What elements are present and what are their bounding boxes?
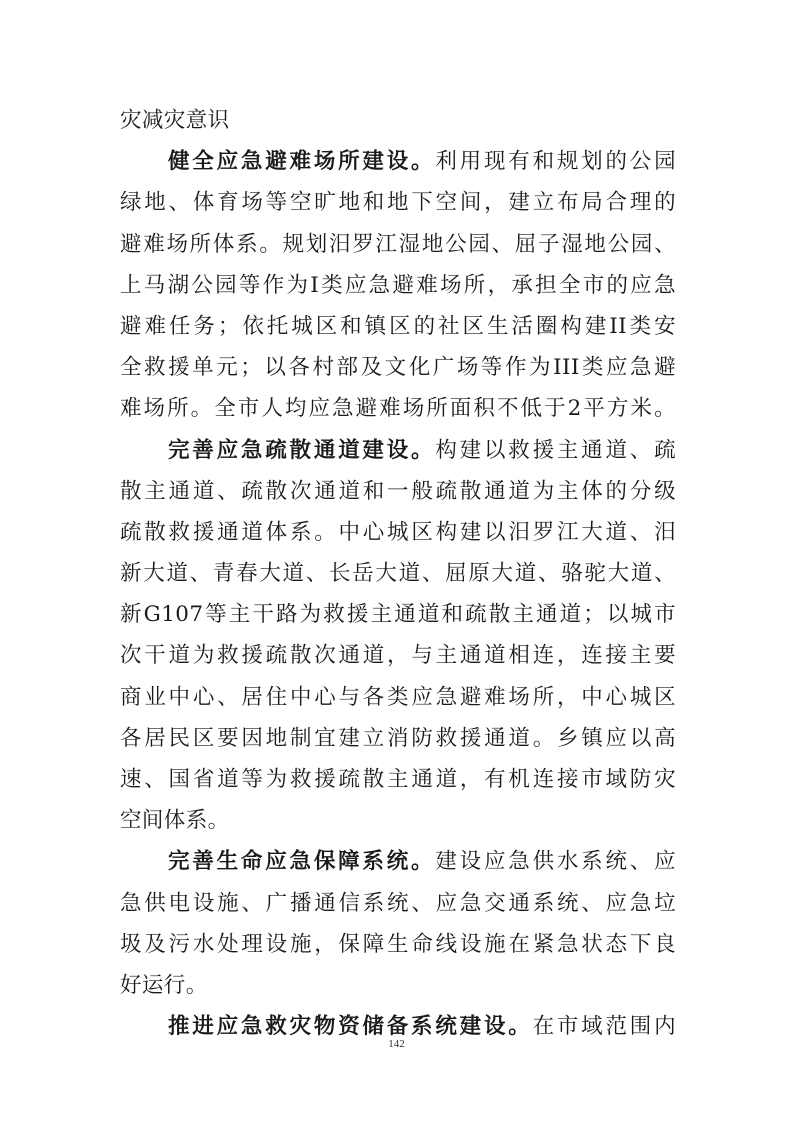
- text-line: 避难场所体系。规划汨罗江湿地公园、屈子湿地公园、: [120, 231, 676, 257]
- text-line: 各居民区要因地制宜建立消防救援通道。乡镇应以高: [120, 725, 676, 751]
- text-line: 急供电设施、广播通信系统、应急交通系统、应急垃: [120, 890, 676, 916]
- text-run: 构建以救援主通道、疏: [435, 437, 676, 463]
- text-run: 在市域范围内: [532, 1014, 676, 1040]
- page-number: 142: [388, 1038, 405, 1050]
- section-heading: 完善生命应急保障系统。: [168, 849, 436, 875]
- text-run: 利用现有和规划的公园: [435, 149, 676, 175]
- text-line: 难场所。全市人均应急避难场所面积不低于2平方米。: [120, 396, 676, 422]
- text-line: 上马湖公园等作为I类应急避难场所，承担全市的应急: [120, 272, 676, 298]
- text-line: 空间体系。: [120, 808, 230, 834]
- section-heading: 完善应急疏散通道建设。: [168, 437, 436, 463]
- document-body: [120, 100, 676, 1047]
- text-line: 灾减灾意识: [120, 108, 230, 133]
- text-line: [120, 430, 676, 471]
- text-line: 新G107等主干路为救援主通道和疏散主通道；以城市: [120, 602, 676, 628]
- text-line: 散主通道、疏散次通道和一般疏散通道为主体的分级: [120, 478, 676, 504]
- text-line: 疏散救援通道体系。中心城区构建以汨罗江大道、汨: [120, 519, 676, 545]
- text-line: [120, 141, 676, 182]
- text-line: 全救援单元；以各村部及文化广场等作为III类应急避: [120, 355, 676, 381]
- section-heading: 推进应急救灾物资储备系统建设。: [168, 1014, 533, 1040]
- section-heading: 健全应急避难场所建设。: [168, 149, 436, 175]
- text-line: 商业中心、居住中心与各类应急避难场所，中心城区: [120, 684, 676, 710]
- text-line: 圾及污水处理设施，保障生命线设施在紧急状态下良: [120, 931, 676, 957]
- text-line: 避难任务；依托城区和镇区的社区生活圈构建II类安: [120, 313, 676, 339]
- text-line: 绿地、体育场等空旷地和地下空间，建立布局合理的: [120, 190, 676, 216]
- text-line: 好运行。: [120, 972, 208, 998]
- text-line: 次干道为救援疏散次通道，与主通道相连，连接主要: [120, 643, 676, 669]
- text-line: 新大道、青春大道、长岳大道、屈原大道、骆驼大道、: [120, 561, 676, 587]
- text-run: 建设应急供水系统、应: [435, 849, 676, 875]
- text-line: [120, 841, 676, 882]
- text-line: 速、国省道等为救援疏散主通道，有机连接市域防灾: [120, 767, 676, 792]
